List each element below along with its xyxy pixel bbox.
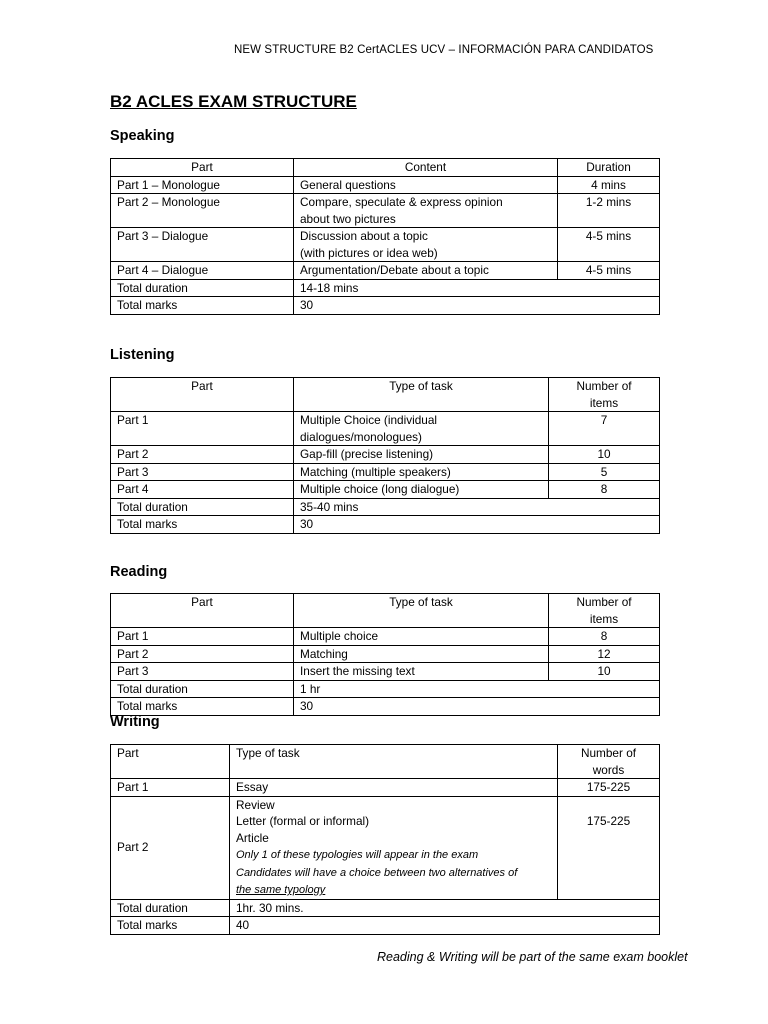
part-cell: Part 2 [111,796,230,899]
speaking-heading: Speaking [110,128,175,144]
note-line: the same typology [236,884,326,896]
table-row [111,297,660,315]
total-duration-value: 1 hr [294,680,660,698]
total-duration-value: 14-18 mins [294,279,660,297]
column-header: Type of task [294,594,549,628]
content-line: about two pictures [300,211,396,226]
listening-table [110,377,660,534]
note-line: Only 1 of these typologies will appear in the exam [236,849,479,861]
duration-cell: 4-5 mins [558,262,660,280]
total-marks-label: Total marks [111,516,294,534]
table-row [111,899,660,917]
reading-table [110,593,660,716]
total-marks-value: 30 [294,698,660,716]
content-line: Discussion about a topic [300,229,428,243]
header-line: words [592,762,625,777]
header-line: items [589,395,619,410]
items-cell: 8 [549,481,660,499]
table-header-row [111,594,660,628]
total-marks-value: 30 [294,297,660,315]
part-cell: Part 2 [111,446,294,464]
part-cell: Part 3 – Dialogue [111,228,294,262]
writing-heading: Writing [110,714,160,730]
listening-heading: Listening [110,347,175,363]
page-title: B2 ACLES EXAM STRUCTURE [110,92,357,111]
task-cell: Multiple choice [294,628,549,646]
column-header [549,378,660,412]
total-marks-value: 30 [294,516,660,534]
part-cell: Part 2 [111,645,294,663]
task-line: Review [236,797,275,812]
total-marks-value: 40 [230,917,660,935]
column-header: Part [111,159,294,177]
task-line: Multiple Choice (individual [300,413,438,427]
column-header: Duration [558,159,660,177]
table-row [111,645,660,663]
total-duration-value: 35-40 mins [294,498,660,516]
column-header: Content [294,159,558,177]
content-cell: Argumentation/Debate about a topic [294,262,558,280]
total-duration-label: Total duration [111,279,294,297]
table-row [111,481,660,499]
table-row [111,463,660,481]
table-row [111,228,660,262]
header-line: Number of [576,595,632,609]
table-row [111,917,660,935]
task-cell: Matching (multiple speakers) [294,463,549,481]
table-row [111,779,660,797]
task-cell: Gap-fill (precise listening) [294,446,549,464]
part-cell: Part 3 [111,663,294,681]
words-cell: 175-225 [558,796,660,899]
table-header-row [111,378,660,412]
part-cell: Part 1 [111,628,294,646]
speaking-table [110,158,660,315]
column-header: Type of task [230,745,558,779]
table-row [111,698,660,716]
table-row [111,680,660,698]
content-cell [294,194,558,228]
items-cell: 8 [549,628,660,646]
table-row [111,176,660,194]
header-line: Number of [580,746,637,760]
content-cell [294,228,558,262]
items-cell: 5 [549,463,660,481]
duration-cell: 1-2 mins [558,194,660,228]
column-header: Type of task [294,378,549,412]
items-cell: 12 [549,645,660,663]
table-row [111,262,660,280]
items-cell: 10 [549,663,660,681]
column-header [558,745,660,779]
column-header: Part [111,594,294,628]
column-header: Part [111,745,230,779]
task-cell: Essay [230,779,558,797]
task-line: Article [236,830,269,845]
part-cell: Part 1 – Monologue [111,176,294,194]
header-line: Number of [576,379,632,393]
task-cell [294,412,549,446]
table-row [111,279,660,297]
task-cell: Matching [294,645,549,663]
total-duration-label: Total duration [111,899,230,917]
content-cell: General questions [294,176,558,194]
items-cell: 10 [549,446,660,464]
table-row [111,498,660,516]
table-row [111,446,660,464]
table-header-row [111,159,660,177]
reading-heading: Reading [110,564,168,580]
part-cell: Part 4 [111,481,294,499]
column-header: Part [111,378,294,412]
items-cell: 7 [549,412,660,446]
page-header: NEW STRUCTURE B2 CertACLES UCV – INFORMACIÓN PARA CANDIDATOS [234,44,654,56]
table-header-row [111,745,660,779]
duration-cell: 4 mins [558,176,660,194]
writing-table [110,744,660,935]
total-duration-label: Total duration [111,680,294,698]
table-row [111,412,660,446]
part-cell: Part 3 [111,463,294,481]
table-row [111,663,660,681]
task-cell: Insert the missing text [294,663,549,681]
table-row [111,516,660,534]
table-row [111,796,660,899]
note-line: Candidates will have a choice between two alternatives of [236,866,518,879]
content-line: (with pictures or idea web) [300,245,438,260]
duration-cell: 4-5 mins [558,228,660,262]
total-marks-label: Total marks [111,297,294,315]
task-cell [230,796,558,899]
task-line: Letter (formal or informal) [236,814,370,828]
total-marks-label: Total marks [111,917,230,935]
column-header [549,594,660,628]
task-line: dialogues/monologues) [300,429,422,444]
table-row [111,628,660,646]
total-marks-label: Total marks [111,698,294,716]
words-cell: 175-225 [558,779,660,797]
header-line: items [589,611,619,626]
total-duration-label: Total duration [111,498,294,516]
total-duration-value: 1hr. 30 mins. [230,899,660,917]
task-cell: Multiple choice (long dialogue) [294,481,549,499]
part-cell: Part 4 – Dialogue [111,262,294,280]
table-row [111,194,660,228]
part-cell: Part 1 [111,779,230,797]
footer-note: Reading & Writing will be part of the same exam booklet [377,950,688,964]
part-cell: Part 1 [111,412,294,446]
part-cell: Part 2 – Monologue [111,194,294,228]
content-line: Compare, speculate & express opinion [300,195,503,209]
